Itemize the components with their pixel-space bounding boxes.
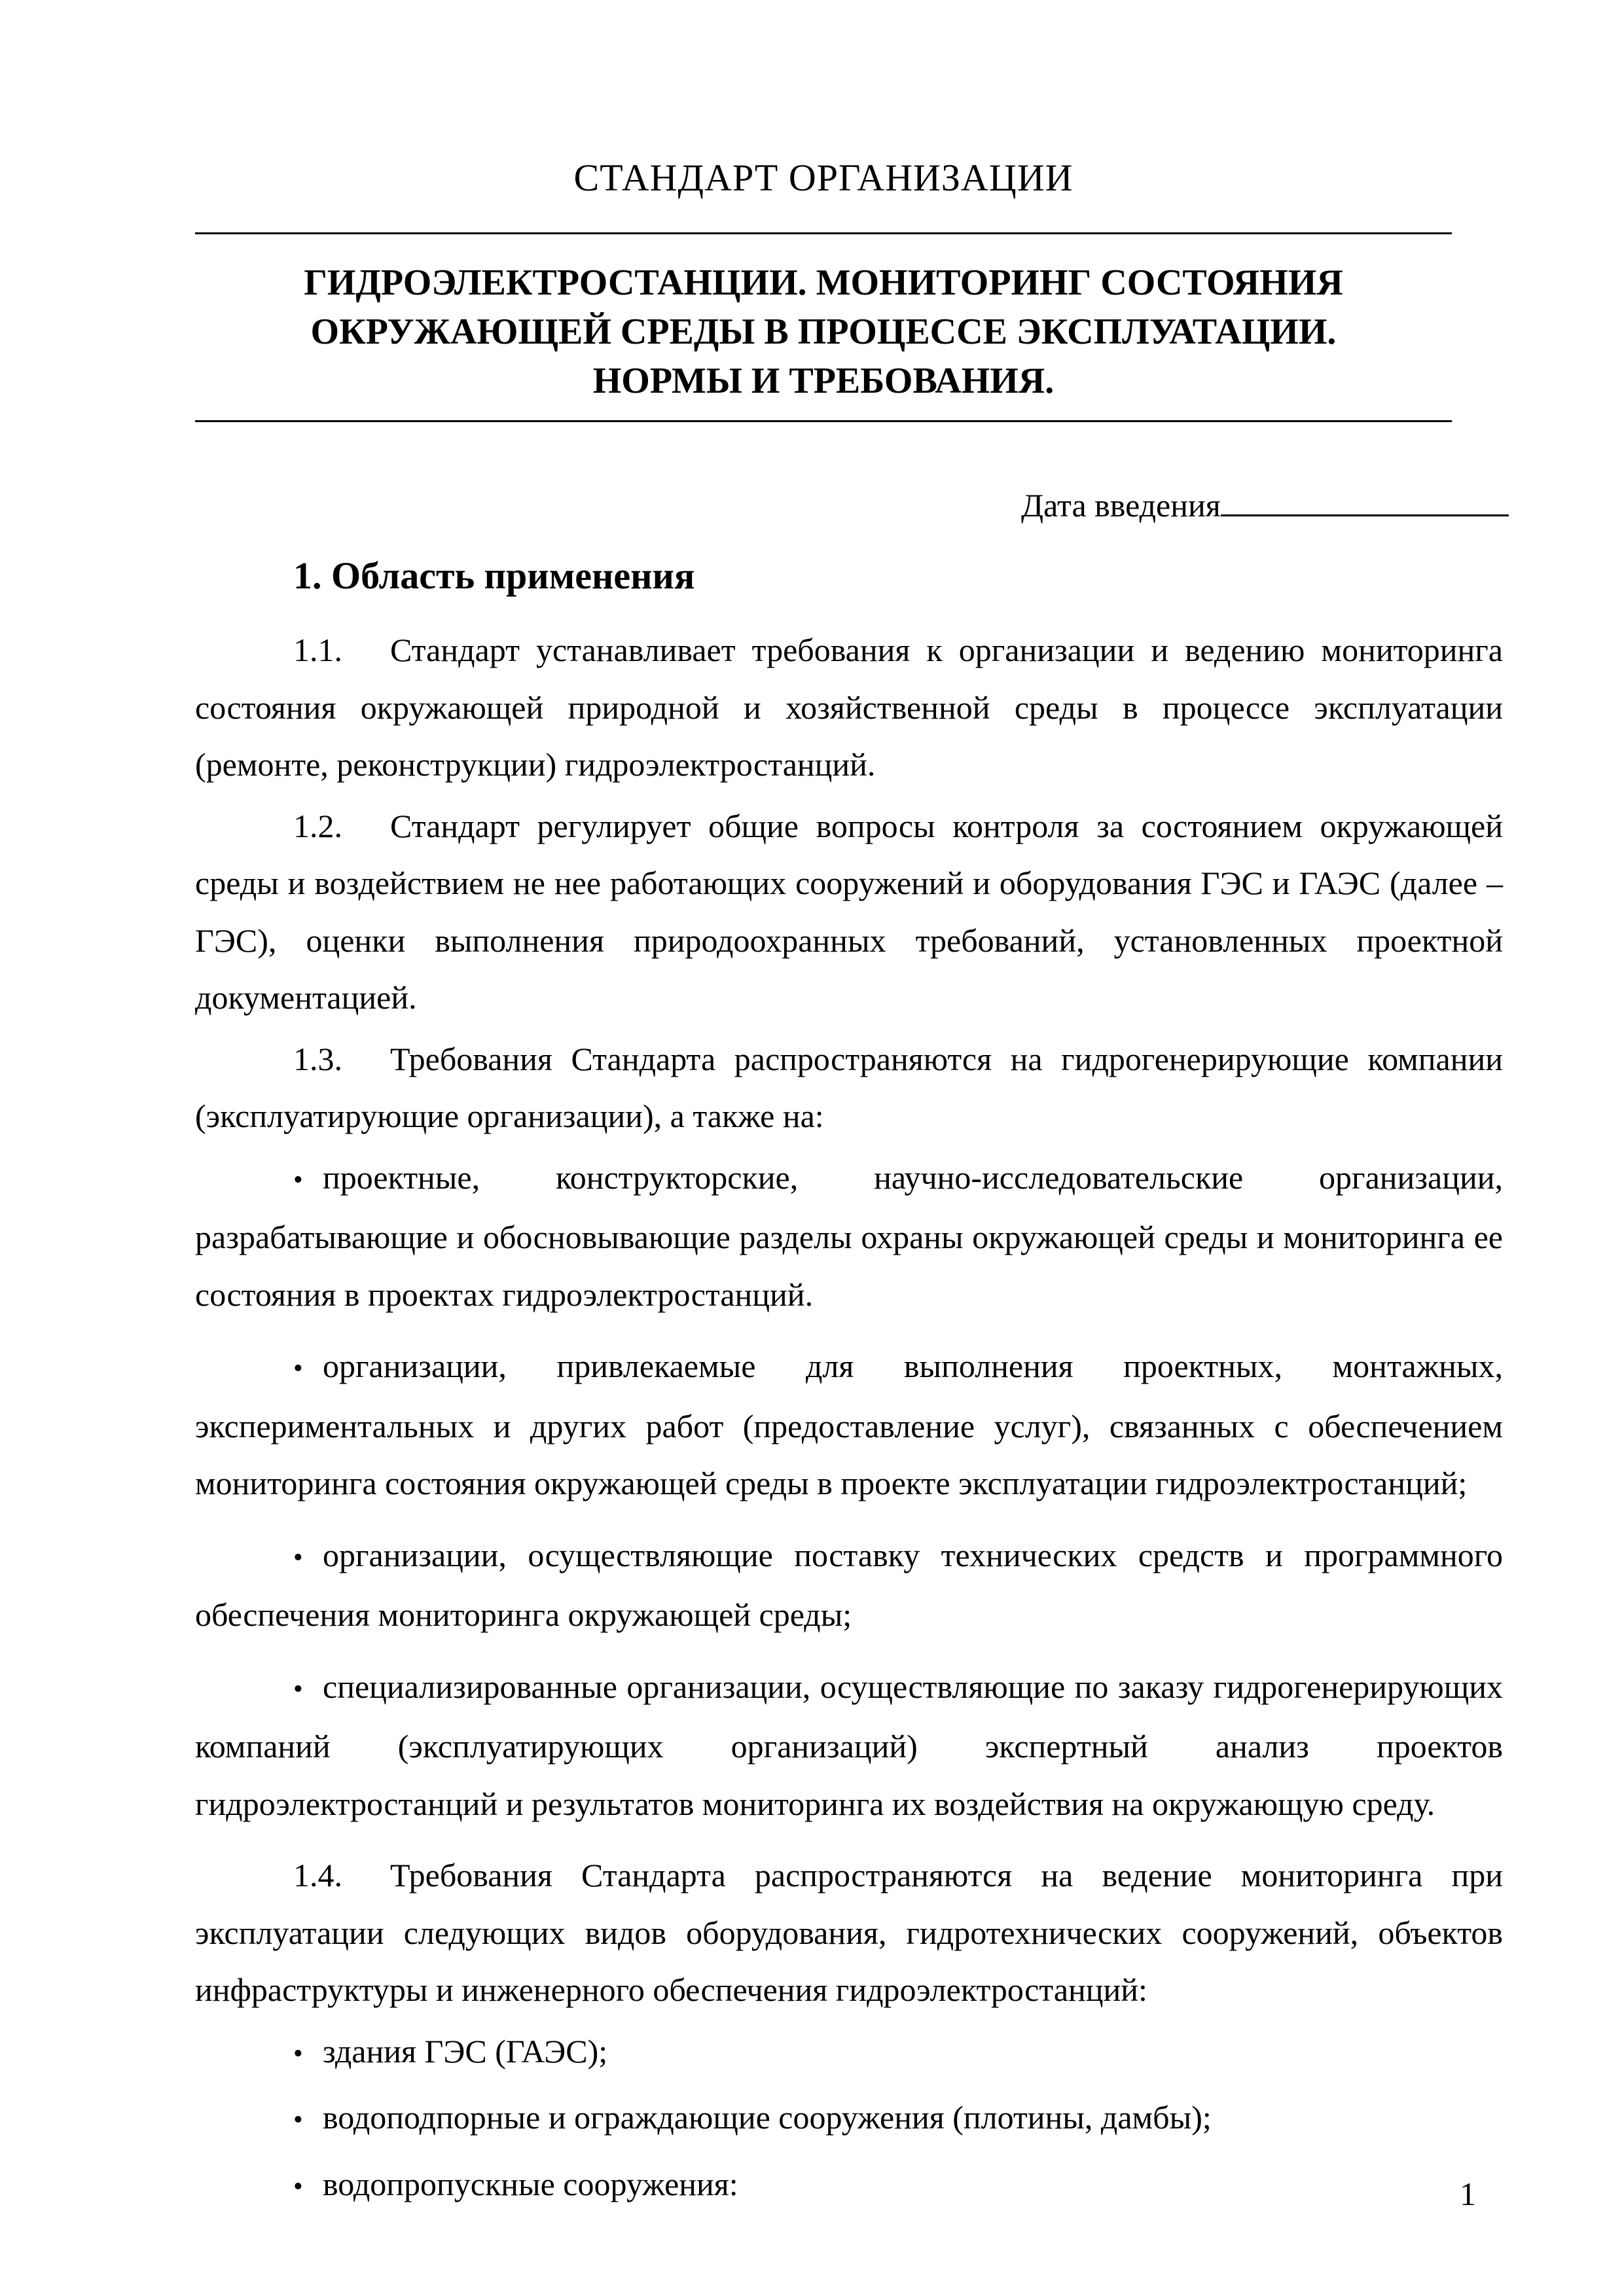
bullet-icon: • — [293, 2105, 303, 2135]
bullet-icon: • — [293, 2171, 303, 2202]
paragraph-number: 1.3. — [293, 1040, 342, 1077]
list-item — [195, 1527, 1503, 1644]
list-item-text: здания ГЭС (ГАЭС); — [323, 2032, 608, 2070]
introduction-date-label: Дата введения — [1021, 487, 1221, 524]
section-heading: 1. Область применения — [293, 554, 695, 597]
paragraph-1-3 — [195, 1031, 1503, 1145]
paragraph-text: Стандарт устанавливает требования к организации и ведению мониторинга состояния окружающей природной и хозяйственной среды в процессе эксплуатации (ремонте, реконструкции) гидроэлектростанций. — [195, 632, 1503, 783]
paragraph-text: Требования Стандарта распространяются на ведение мониторинга при эксплуатации следующих видов оборудования, гидротехнических сооружений, объектов инфраструктуры и инженерного обеспечения гидроэлектростанций: — [195, 1857, 1503, 2008]
list-item-text: водопропускные сооружения: — [323, 2165, 738, 2202]
list-item — [195, 1149, 1503, 1324]
document-title — [195, 259, 1452, 406]
document-body — [195, 550, 1503, 2222]
document-title-line-3: НОРМЫ И ТРЕБОВАНИЯ. — [592, 361, 1055, 401]
paragraph-1-4 — [195, 1847, 1503, 2019]
title-bottom-rule — [195, 420, 1452, 422]
document-title-line-1: ГИДРОЭЛЕКТРОСТАНЦИИ. МОНИТОРИНГ СОСТОЯНИЯ — [304, 262, 1343, 303]
paragraph-text: Стандарт регулирует общие вопросы контроля за состоянием окружающей среды и воздействием не нее работающих сооружений и оборудования ГЭС и ГАЭС (далее – ГЭС), оценки выполнения природоохранных требований, установленных проектной документацией. — [195, 807, 1503, 1016]
list-item-text: организации, привлекаемые для выполнения проектных, монтажных, экспериментальных и других работ (предоставление услуг), связанных с обеспечением мониторинга состояния окружающей среды в проекте эксплуатации гидроэлектростанций; — [195, 1348, 1503, 1501]
document-title-line-2: ОКРУЖАЮЩЕЙ СРЕДЫ В ПРОЦЕССЕ ЭКСПЛУАТАЦИИ. — [310, 312, 1337, 352]
bullet-icon: • — [293, 2038, 303, 2069]
introduction-date-blank — [1221, 483, 1509, 516]
paragraph-text: Требования Стандарта распространяются на гидрогенерирующие компании (эксплуатирующие организации), а также на: — [195, 1040, 1503, 1134]
bullet-icon: • — [293, 1542, 303, 1573]
list-item — [195, 1659, 1503, 1833]
list-item-text: специализированные организации, осуществляющие по заказу гидрогенерирующих компаний (эксплуатирующих организаций) экспертный анализ проектов гидроэлектростанций и результатов мониторинга их воздействия на окружающую среду. — [195, 1668, 1503, 1822]
bullet-icon: • — [293, 1354, 303, 1384]
list-item — [293, 2023, 1503, 2083]
list-item-text: водоподпорные и ограждающие сооружения (плотины, дамбы); — [323, 2099, 1212, 2136]
title-top-rule — [195, 232, 1452, 234]
paragraph-number: 1.4. — [293, 1857, 342, 1893]
bullet-icon: • — [293, 1164, 303, 1195]
organization-standard-title: СТАНДАРТ ОРГАНИЗАЦИИ — [573, 156, 1074, 199]
list-item — [293, 2156, 1503, 2216]
paragraph-1-2 — [195, 798, 1503, 1027]
list-item — [195, 1338, 1503, 1513]
introduction-date — [1021, 483, 1509, 526]
bullet-icon: • — [293, 1674, 303, 1704]
list-item — [293, 2089, 1503, 2149]
list-item-text: организации, осуществляющие поставку технических средств и программного обеспечения мониторинга окружающей среды; — [195, 1536, 1503, 1633]
paragraph-number: 1.1. — [293, 632, 342, 668]
page-number: 1 — [1460, 2176, 1476, 2212]
paragraph-number: 1.2. — [293, 807, 342, 844]
list-item-text: проектные, конструкторские, научно-исследовательские организации, разрабатывающие и обосновывающие разделы охраны окружающей среды и мониторинга ее состояния в проектах гидроэлектростанций. — [195, 1158, 1503, 1313]
paragraph-1-1 — [195, 622, 1503, 794]
